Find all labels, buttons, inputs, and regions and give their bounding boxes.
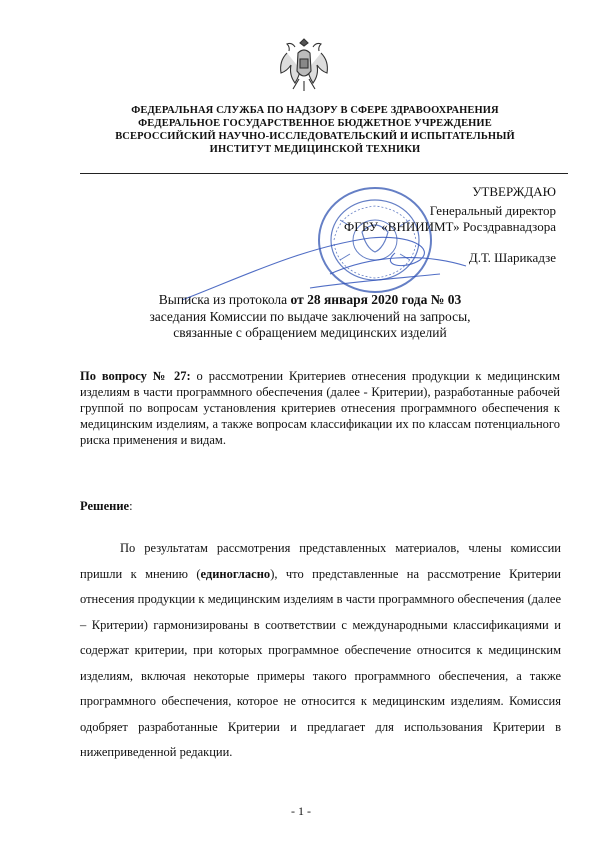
extract-title-date: от 28 января 2020 года № 03	[290, 292, 462, 307]
extract-title-line-2: заседания Комиссии по выдаче заключений на запросы,	[149, 309, 471, 324]
decision-paragraph	[80, 536, 561, 766]
approval-position: Генеральный директор	[429, 203, 556, 218]
approval-organization: ФГБУ «ВНИИИМТ» Росздравнадзора	[344, 219, 556, 234]
approval-signatory-name: Д.Т. Шарикадзе	[468, 250, 556, 265]
org-line-1: ФЕДЕРАЛЬНАЯ СЛУЖБА ПО НАДЗОРУ В СФЕРЕ ЗДРАВООХРАНЕНИЯ	[131, 105, 499, 116]
question-text: о рассмотрении Критериев отнесения продукции к медицинским изделиям в части программного обеспечения (далее - Критерии), разработанные рабочей группой по вопросам установления критериев отнесения программного обеспечения к медицинским изделиям, а также вопросам классификации их по классам потенциального риска применения и видам.	[80, 369, 561, 447]
org-line-4: ИНСТИТУТ МЕДИЦИНСКОЙ ТЕХНИКИ	[209, 144, 421, 155]
org-line-2: ФЕДЕРАЛЬНОЕ ГОСУДАРСТВЕННОЕ БЮДЖЕТНОЕ УЧРЕЖДЕНИЕ	[138, 118, 492, 129]
question-paragraph	[80, 368, 560, 448]
russian-coat-of-arms-icon	[277, 35, 331, 95]
extract-title-line-1	[60, 292, 560, 308]
question-label: По вопросу № 27:	[80, 369, 191, 383]
decision-text-part-1: По результатам рассмотрения представленных материалов, члены комиссии пришли к мнению (	[80, 541, 561, 581]
decision-colon: :	[129, 499, 133, 513]
org-line-3: ВСЕРОССИЙСКИЙ НАУЧНО-ИССЛЕДОВАТЕЛЬСКИЙ И ИСПЫТАТЕЛЬНЫЙ	[115, 131, 515, 142]
decision-label: Решение	[80, 499, 130, 513]
extract-title-line-3: связанные с обращением медицинских изделий	[173, 325, 447, 340]
approval-title: УТВЕРЖДАЮ	[472, 184, 556, 199]
header-divider	[80, 173, 568, 174]
decision-heading	[80, 499, 133, 514]
extract-title-prefix: Выписка из протокола	[158, 292, 291, 307]
page-number: - 1 -	[291, 804, 311, 818]
decision-text-part-2: ), что представленные на рассмотрение Критерии отнесения продукции к медицинским изделиям в части программного обеспечения (далее – Критерии) гармонизированы в соответствии с международными классификациями и содержат критерии, при которых программное обеспечение относится к медицинским изделиям, включая некоторые примеры такого программного обеспечения, а также программного обеспечения, которое не относится к медицинским изделиям. Комиссия одобряет разработанные Критерии и предлагает для использования Критерии в нижеприведенной редакции.	[80, 566, 561, 759]
decision-unanimous: единогласно	[200, 566, 271, 581]
